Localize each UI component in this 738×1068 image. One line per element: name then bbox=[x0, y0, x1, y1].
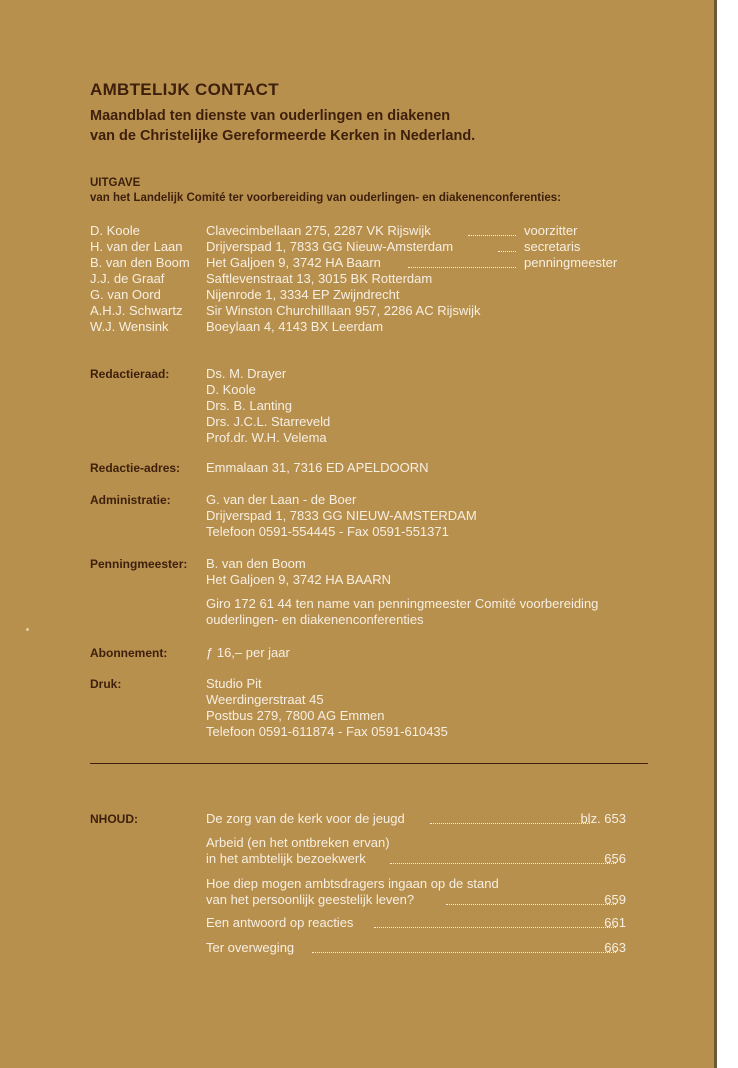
giro-line-2: ouderlingen- en diakenenconferenties bbox=[206, 612, 424, 627]
paper-speck bbox=[26, 628, 29, 631]
toc-page: 661 bbox=[604, 915, 626, 930]
leader-dots bbox=[498, 251, 516, 252]
member: Prof.dr. W.H. Velema bbox=[206, 430, 327, 445]
member: Drs. J.C.L. Starreveld bbox=[206, 414, 331, 429]
abonnement-value: ƒ 16,– per jaar bbox=[206, 645, 290, 660]
penningmeester-block bbox=[206, 556, 656, 588]
uitgave-line: van het Landelijk Comité ter voorbereiding van ouderlingen- en diakenenconferenties: bbox=[90, 192, 561, 204]
leader-dots bbox=[390, 863, 616, 864]
toc-title bbox=[206, 835, 390, 867]
member: Drs. B. Lanting bbox=[206, 398, 292, 413]
committee-name: J.J. de Graaf bbox=[90, 271, 165, 286]
administratie-block bbox=[206, 492, 656, 540]
committee-name: B. van den Boom bbox=[90, 255, 190, 270]
leader-dots bbox=[446, 904, 616, 905]
abonnement-label: Abonnement: bbox=[90, 646, 168, 660]
inhoud-label: NHOUD: bbox=[90, 812, 138, 826]
druk-block bbox=[206, 676, 656, 740]
redactie-adres-label: Redactie-adres: bbox=[90, 461, 181, 475]
druk-label: Druk: bbox=[90, 677, 122, 691]
giro-line-1: Giro 172 61 44 ten name van penningmeester Comité voorbereiding bbox=[206, 596, 599, 611]
admin-line: Drijverspad 1, 7833 GG NIEUW-AMSTERDAM bbox=[206, 508, 477, 523]
leader-dots bbox=[468, 235, 516, 236]
penningmeester-line: B. van den Boom bbox=[206, 556, 306, 571]
page-edge-shadow bbox=[714, 0, 717, 1068]
member: Ds. M. Drayer bbox=[206, 366, 287, 381]
committee-address: Nijenrode 1, 3334 EP Zwijndrecht bbox=[206, 287, 400, 302]
committee-address: Sir Winston Churchilllaan 957, 2286 AC Rijswijk bbox=[206, 303, 481, 318]
toc-page: 663 bbox=[604, 940, 626, 955]
committee-address: Boeylaan 4, 4143 BX Leerdam bbox=[206, 319, 384, 334]
toc-title-line-1: Hoe diep mogen ambtsdragers ingaan op de stand bbox=[206, 876, 499, 891]
redactieraad-members bbox=[206, 366, 656, 446]
committee-name: G. van Oord bbox=[90, 287, 161, 302]
uitgave-heading-block bbox=[90, 176, 561, 206]
committee-address: Clavecimbellaan 275, 2287 VK Rijswijk bbox=[206, 223, 431, 238]
committee-name: A.H.J. Schwartz bbox=[90, 303, 183, 318]
toc-page: 656 bbox=[604, 851, 626, 866]
magazine-title: AMBTELIJK CONTACT bbox=[90, 80, 279, 99]
committee-role: penningmeester bbox=[524, 255, 618, 270]
committee-name: H. van der Laan bbox=[90, 239, 183, 254]
committee-name: W.J. Wensink bbox=[90, 319, 169, 334]
section-divider bbox=[90, 763, 648, 764]
toc-title: Ter overweging bbox=[206, 940, 295, 955]
subtitle-line-2: van de Christelijke Gereformeerde Kerken in Nederland. bbox=[90, 128, 476, 144]
redactie-adres-value: Emmalaan 31, 7316 ED APELDOORN bbox=[206, 460, 429, 475]
leader-dots bbox=[374, 927, 616, 928]
leader-dots bbox=[408, 267, 516, 268]
committee-role: voorzitter bbox=[524, 223, 578, 238]
leader-dots bbox=[312, 952, 616, 953]
toc-title: De zorg van de kerk voor de jeugd bbox=[206, 811, 405, 826]
subtitle-line-1: Maandblad ten dienste van ouderlingen en diakenen bbox=[90, 108, 451, 124]
toc-title: Een antwoord op reacties bbox=[206, 915, 354, 930]
committee-name: D. Koole bbox=[90, 223, 140, 238]
member: D. Koole bbox=[206, 382, 256, 397]
druk-line: Weerdingerstraat 45 bbox=[206, 692, 324, 707]
magazine-subtitle bbox=[90, 106, 475, 146]
uitgave-heading: UITGAVE bbox=[90, 177, 141, 189]
toc-page: 659 bbox=[604, 892, 626, 907]
toc-title-line-2: van het persoonlijk geestelijk leven? bbox=[206, 892, 415, 907]
committee-address: Drijverspad 1, 7833 GG Nieuw-Amsterdam bbox=[206, 239, 454, 254]
giro-block bbox=[206, 596, 656, 628]
druk-line: Postbus 279, 7800 AG Emmen bbox=[206, 708, 385, 723]
penningmeester-label: Penningmeester: bbox=[90, 557, 188, 571]
committee-role: secretaris bbox=[524, 239, 581, 254]
committee-address: Het Galjoen 9, 3742 HA Baarn bbox=[206, 255, 381, 270]
committee-address: Saftlevenstraat 13, 3015 BK Rotterdam bbox=[206, 271, 433, 286]
penningmeester-line: Het Galjoen 9, 3742 HA BAARN bbox=[206, 572, 391, 587]
admin-line: Telefoon 0591-554445 - Fax 0591-551371 bbox=[206, 524, 449, 539]
administratie-label: Administratie: bbox=[90, 493, 171, 507]
toc-page: blz. 653 bbox=[580, 811, 626, 826]
admin-line: G. van der Laan - de Boer bbox=[206, 492, 357, 507]
toc-title-line-1: Arbeid (en het ontbreken ervan) bbox=[206, 835, 390, 850]
druk-line: Telefoon 0591-611874 - Fax 0591-610435 bbox=[206, 724, 448, 739]
toc-title-line-2: in het ambtelijk bezoekwerk bbox=[206, 851, 366, 866]
druk-line: Studio Pit bbox=[206, 676, 262, 691]
leader-dots bbox=[430, 823, 590, 824]
redactieraad-label: Redactieraad: bbox=[90, 367, 170, 381]
